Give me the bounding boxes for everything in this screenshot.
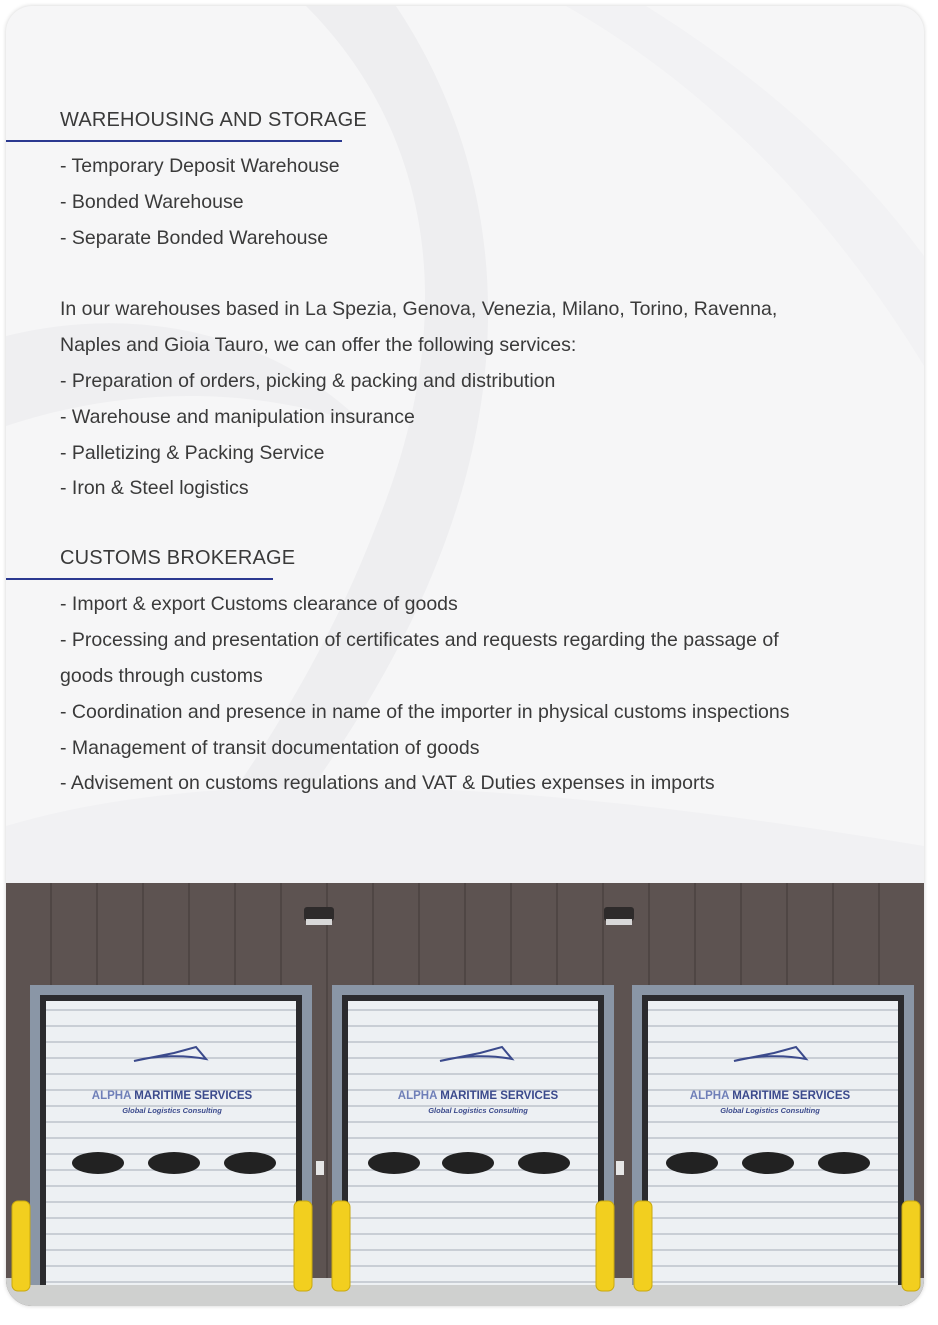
list-item: goods through customs (60, 665, 263, 687)
section-underline (6, 578, 273, 580)
loading-door (332, 985, 614, 1285)
door-brand-text: ALPHA MARITIME SERVICES (397, 1090, 559, 1102)
list-item: - Management of transit documentation of goods (60, 737, 480, 759)
list-item: - Bonded Warehouse (60, 191, 244, 213)
wall-lamp-icon (604, 907, 634, 925)
list-item: - Coordination and presence in name of the importer in physical customs inspections (60, 701, 790, 723)
list-item: - Advisement on customs regulations and VAT & Duties expenses in imports (60, 772, 715, 794)
list-item: - Import & export Customs clearance of goods (60, 593, 458, 615)
list-item: - Separate Bonded Warehouse (60, 227, 329, 249)
list-item: - Warehouse and manipulation insurance (60, 406, 415, 428)
warehouse-doors-photo (6, 883, 924, 1306)
paragraph-line: In our warehouses based in La Spezia, Genova, Venezia, Milano, Torino, Ravenna, (60, 298, 778, 320)
list-item: - Temporary Deposit Warehouse (60, 155, 340, 177)
door-brand-text: ALPHA MARITIME SERVICES (91, 1090, 253, 1102)
page-card (6, 6, 924, 1306)
section-title-warehousing: WAREHOUSING AND STORAGE (60, 109, 367, 131)
section-title-customs: CUSTOMS BROKERAGE (60, 547, 296, 569)
door-tagline-text: Global Logistics Consulting (122, 1106, 222, 1115)
list-item: - Processing and presentation of certificates and requests regarding the passage of (60, 629, 779, 651)
door-tagline-text: Global Logistics Consulting (428, 1106, 528, 1115)
wall-lamp-icon (304, 907, 334, 925)
door-tagline-text: Global Logistics Consulting (720, 1106, 820, 1115)
list-item: - Preparation of orders, picking & packing and distribution (60, 370, 556, 392)
section-underline (6, 140, 342, 142)
loading-door (632, 985, 914, 1285)
list-item: - Palletizing & Packing Service (60, 442, 325, 464)
paragraph-line: Naples and Gioia Tauro, we can offer the following services: (60, 334, 577, 356)
door-brand-text: ALPHA MARITIME SERVICES (689, 1090, 851, 1102)
wall-switch-icon (616, 1161, 624, 1175)
list-item: - Iron & Steel logistics (60, 477, 249, 499)
loading-door (30, 985, 312, 1285)
wall-switch-icon (316, 1161, 324, 1175)
